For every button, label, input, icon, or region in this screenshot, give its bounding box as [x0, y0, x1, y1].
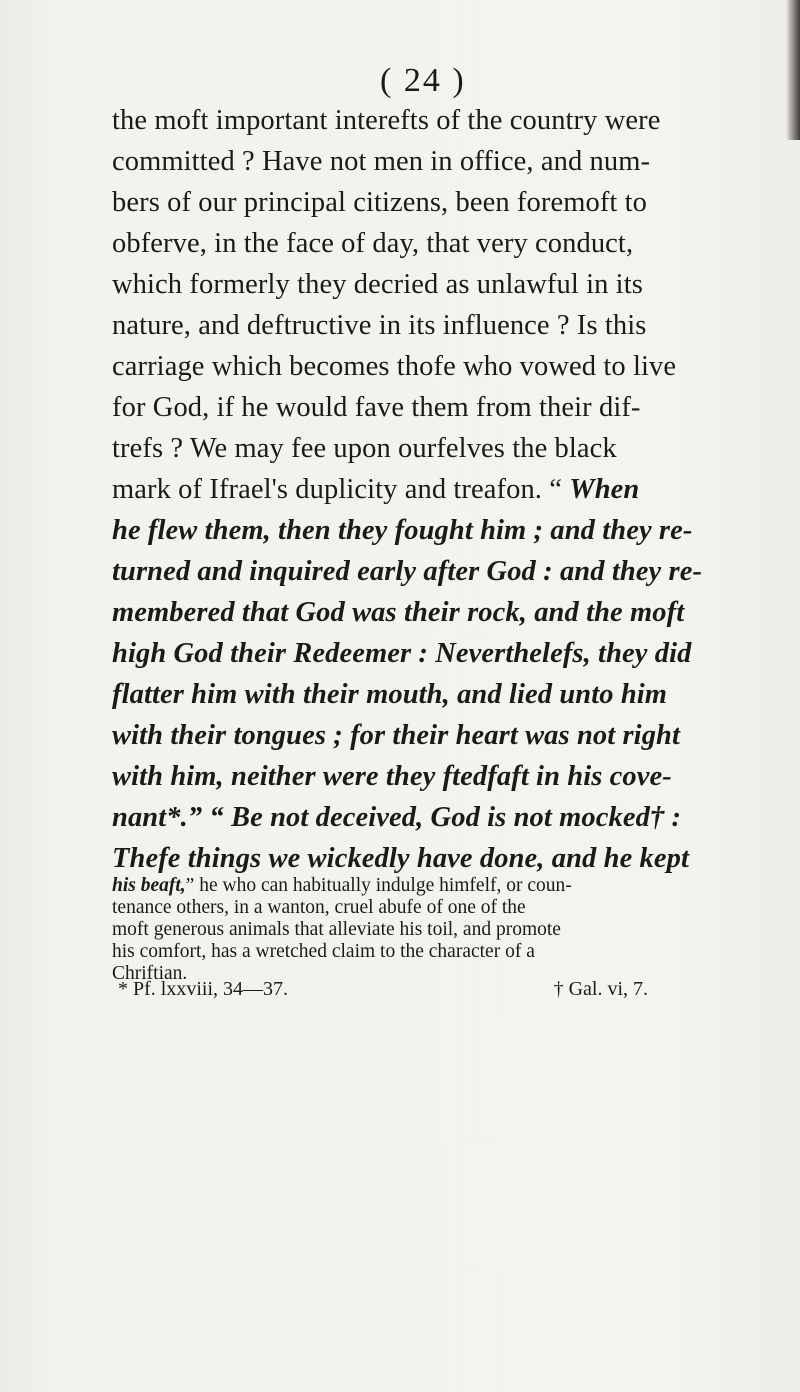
- text-line-14: high God their Redeemer : Neverthelefs, they did: [112, 638, 692, 669]
- page-edge-shadow: [786, 0, 800, 140]
- text-line-4: obferve, in the face of day, that very conduct,: [112, 228, 634, 259]
- text-line-17: with him, neither were they ftedfaft in his cove-: [112, 761, 672, 792]
- text-line-6: nature, and deftructive in its influence ? Is this: [112, 310, 647, 341]
- text-line-11: he flew them, then they fought him ; and they re-: [112, 515, 693, 546]
- page-number: ( 24 ): [380, 62, 466, 99]
- text-line-10: [112, 469, 712, 510]
- text-line-19: Thefe things we wickedly have done, and he kept: [112, 843, 690, 874]
- text-line-1: the moft important interefts of the country were: [112, 105, 661, 136]
- text-line-12: turned and inquired early after God : and they re-: [112, 556, 703, 587]
- footnote-line-5: Chriftian.: [112, 963, 188, 984]
- text-line-13: membered that God was their rock, and the moft: [112, 597, 685, 628]
- footnote-line-1-italic: his beaft,: [112, 875, 186, 896]
- continued-passage: [112, 875, 712, 985]
- footnote-reference-psalm: * Pf. lxxviii, 34—37.: [118, 978, 289, 1000]
- footnote-line-2: tenance others, in a wanton, cruel abufe of one of the: [112, 897, 526, 918]
- text-line-16: with their tongues ; for their heart was not right: [112, 720, 681, 751]
- text-line-2: committed ? Have not men in office, and num-: [112, 146, 651, 177]
- footnote-line-1: [112, 875, 712, 897]
- text-line-9: trefs ? We may fee upon ourfelves the black: [112, 433, 617, 464]
- text-line-7: carriage which becomes thofe who vowed to live: [112, 351, 677, 382]
- text-line-10-italic: When: [569, 474, 640, 505]
- footnote-line-4: his comfort, has a wretched claim to the character of a: [112, 941, 535, 962]
- footnote-references: [118, 978, 678, 1001]
- text-line-5: which formerly they decried as unlawful in its: [112, 269, 643, 300]
- text-line-3: bers of our principal citizens, been foremoft to: [112, 187, 648, 218]
- footnote-line-1-roman: ” he who can habitually indulge himfelf, or coun-: [185, 875, 572, 896]
- body-text: [112, 100, 712, 879]
- text-line-10-roman: mark of Ifrael's duplicity and treafon. “: [112, 474, 570, 505]
- footnote-reference-galatians: † Gal. vi, 7.: [553, 978, 648, 1000]
- text-line-15: flatter him with their mouth, and lied unto him: [112, 679, 668, 710]
- text-line-8: for God, if he would fave them from their dif-: [112, 392, 641, 423]
- footnote-line-3: moft generous animals that alleviate his toil, and promote: [112, 919, 561, 940]
- text-line-18: nant*.” “ Be not deceived, God is not mocked† :: [112, 802, 682, 833]
